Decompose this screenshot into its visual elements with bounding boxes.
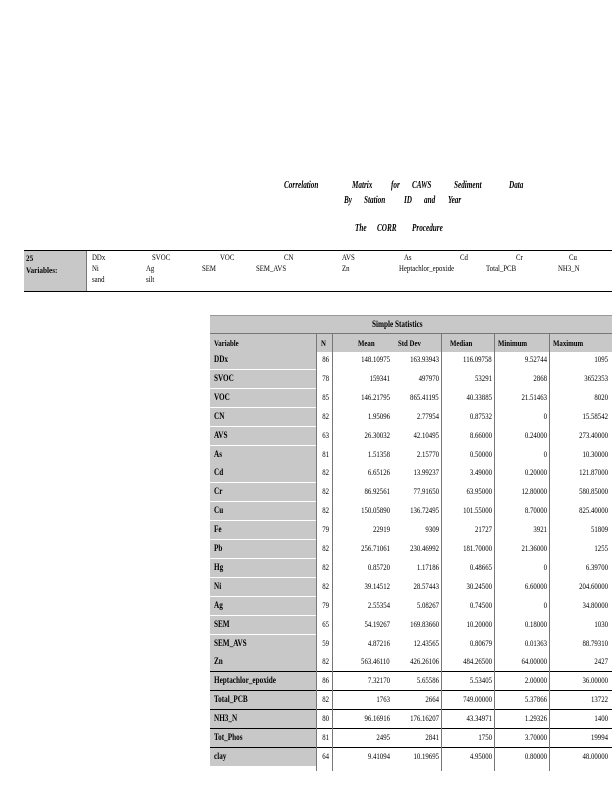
cell-stddev: 2664 xyxy=(425,695,439,705)
title-word: ID xyxy=(404,195,413,206)
row-variable: clay xyxy=(214,750,227,761)
header-maximum: Maximum xyxy=(553,338,584,348)
variable-name: Total_PCB xyxy=(486,264,517,273)
cell-n: 59 xyxy=(322,638,329,648)
cell-min: 0 xyxy=(543,411,547,421)
cell-median: 0.74500 xyxy=(469,600,492,610)
row-variable-cell xyxy=(210,464,316,482)
cell-n: 78 xyxy=(322,373,329,383)
variable-name: AVS xyxy=(342,253,355,262)
cell-mean: 159341 xyxy=(369,373,390,383)
title-word: and xyxy=(424,195,436,206)
table-row xyxy=(210,427,612,445)
cell-median: 0.50000 xyxy=(469,449,492,459)
variable-name: Heptachlor_epoxide xyxy=(399,264,455,273)
row-variable: Cu xyxy=(214,505,224,516)
cell-stddev: 28.57443 xyxy=(413,581,439,591)
row-variable-cell xyxy=(210,578,316,596)
variables-header xyxy=(24,251,87,291)
cell-stddev: 13.99237 xyxy=(413,468,439,478)
cell-min: 9.52744 xyxy=(524,355,547,364)
cell-max: 825.40000 xyxy=(579,506,608,516)
cell-max: 10.30000 xyxy=(582,449,608,459)
table-row xyxy=(210,748,612,766)
variable-name: As xyxy=(404,253,412,262)
row-variable: AVS xyxy=(214,429,228,440)
cell-max: 2427 xyxy=(594,657,608,667)
cell-mean: 2495 xyxy=(376,733,390,742)
header-variable: Variable xyxy=(214,338,239,348)
header-n: N xyxy=(321,338,326,348)
table-row xyxy=(210,672,612,690)
cell-mean: 86.92561 xyxy=(364,487,390,497)
row-variable-cell xyxy=(210,710,316,728)
cell-n: 85 xyxy=(322,392,329,402)
cell-stddev: 77.91650 xyxy=(413,487,439,497)
cell-median: 484.26500 xyxy=(463,657,492,667)
cell-max: 6.39700 xyxy=(585,562,608,572)
cell-mean: 0.85720 xyxy=(367,562,390,572)
variables-label: Variables: xyxy=(26,265,58,275)
cell-max: 48.00000 xyxy=(582,751,608,761)
cell-mean: 6.65126 xyxy=(367,468,390,478)
cell-n: 82 xyxy=(322,581,329,591)
cell-n: 82 xyxy=(322,468,329,478)
cell-mean: 54.19267 xyxy=(364,619,390,629)
table-row xyxy=(210,710,612,728)
row-variable-cell xyxy=(210,408,316,426)
cell-max: 36.00000 xyxy=(582,676,608,686)
title-word: CAWS xyxy=(412,180,432,191)
cell-stddev: 497970 xyxy=(418,373,439,383)
table-row xyxy=(210,483,612,501)
table-row xyxy=(210,408,612,426)
row-variable: Total_PCB xyxy=(214,694,248,705)
cell-mean: 148.10975 xyxy=(361,355,390,364)
title-word: Procedure xyxy=(412,223,443,234)
cell-n: 82 xyxy=(322,695,329,705)
table-row xyxy=(210,635,612,653)
cell-mean: 2.55354 xyxy=(367,600,390,610)
title-word: for xyxy=(391,180,400,191)
row-variable-cell xyxy=(210,427,316,445)
cell-max: 204.60000 xyxy=(579,581,608,591)
row-variable-cell xyxy=(210,672,316,690)
row-variable-cell xyxy=(210,540,316,558)
table-row xyxy=(210,351,612,369)
column-divider xyxy=(549,333,550,771)
cell-median: 63.95000 xyxy=(466,487,492,497)
cell-stddev: 9309 xyxy=(425,525,439,535)
row-variable: Fe xyxy=(214,524,222,535)
variable-name: silt xyxy=(146,275,155,284)
cell-max: 121.87000 xyxy=(579,468,608,478)
cell-min: 0.20000 xyxy=(524,468,547,478)
row-variable: Heptachlor_epoxide xyxy=(214,675,276,686)
cell-median: 0.48665 xyxy=(469,562,492,572)
cell-median: 181.70000 xyxy=(463,544,492,553)
column-divider xyxy=(332,333,333,771)
table-row xyxy=(210,691,612,709)
cell-min: 2868 xyxy=(533,373,547,383)
cell-mean: 96.16916 xyxy=(364,714,390,724)
cell-min: 0.80000 xyxy=(524,751,547,761)
cell-median: 8.66000 xyxy=(469,430,492,440)
cell-median: 43.34971 xyxy=(466,714,492,724)
row-variable: Cd xyxy=(214,467,224,478)
table-row xyxy=(210,653,612,671)
row-variable: Zn xyxy=(214,656,223,667)
row-variable: SEM_AVS xyxy=(214,637,247,648)
cell-n: 63 xyxy=(322,430,329,440)
cell-min: 12.80000 xyxy=(521,487,547,497)
cell-max: 19994 xyxy=(591,733,608,742)
cell-n: 82 xyxy=(322,544,329,553)
table-row xyxy=(210,446,612,464)
row-variable-cell xyxy=(210,370,316,388)
row-variable-cell xyxy=(210,748,316,766)
cell-n: 81 xyxy=(322,449,329,459)
cell-n: 80 xyxy=(322,714,329,724)
cell-min: 8.70000 xyxy=(524,506,547,516)
cell-median: 4.95000 xyxy=(469,751,492,761)
variable-name: SVOC xyxy=(152,253,171,262)
row-variable: NH3_N xyxy=(214,713,238,724)
cell-n: 86 xyxy=(322,355,329,364)
header-row xyxy=(210,333,612,352)
header-median: Median xyxy=(450,338,473,348)
cell-mean: 1.95096 xyxy=(367,411,390,421)
variable-name: Cr xyxy=(516,253,523,262)
cell-stddev: 1.17186 xyxy=(416,562,439,572)
cell-mean: 9.41094 xyxy=(367,751,390,761)
title-word: Sediment xyxy=(454,180,482,191)
variable-name: CN xyxy=(284,253,294,262)
cell-median: 3.49000 xyxy=(469,468,492,478)
cell-mean: 563.46110 xyxy=(361,657,390,667)
cell-median: 0.87532 xyxy=(469,411,492,421)
cell-mean: 150.05890 xyxy=(361,506,390,516)
row-variable: SVOC xyxy=(214,372,234,383)
row-variable-cell xyxy=(210,502,316,520)
row-variable-cell xyxy=(210,351,316,369)
cell-n: 79 xyxy=(322,600,329,610)
table-row xyxy=(210,389,612,407)
variable-name: Zn xyxy=(342,264,350,273)
cell-median: 10.20000 xyxy=(466,619,492,629)
cell-stddev: 42.10495 xyxy=(413,430,439,440)
table-row xyxy=(210,370,612,388)
cell-median: 116.09758 xyxy=(463,355,492,364)
cell-stddev: 230.46992 xyxy=(410,544,439,553)
cell-max: 1095 xyxy=(594,355,608,364)
table-row xyxy=(210,616,612,634)
variable-name: SEM_AVS xyxy=(256,264,287,273)
cell-stddev: 865.41195 xyxy=(410,392,439,402)
cell-n: 82 xyxy=(322,411,329,421)
cell-min: 0 xyxy=(543,600,547,610)
cell-median: 53291 xyxy=(475,373,492,383)
cell-min: 5.37866 xyxy=(524,695,547,705)
variable-name: DDx xyxy=(92,253,106,262)
cell-max: 580.85000 xyxy=(579,487,608,497)
cell-n: 82 xyxy=(322,657,329,667)
variable-name: Cu xyxy=(569,253,577,262)
variables-box xyxy=(24,250,612,292)
statistics-title: Simple Statistics xyxy=(372,319,423,329)
row-variable-cell xyxy=(210,521,316,539)
variable-name: Ag xyxy=(146,264,155,273)
row-variable-cell xyxy=(210,389,316,407)
column-divider xyxy=(494,333,495,771)
row-variable-cell xyxy=(210,446,316,464)
row-variable: DDx xyxy=(214,354,228,364)
table-row xyxy=(210,521,612,539)
cell-mean: 1763 xyxy=(376,695,390,705)
cell-n: 81 xyxy=(322,733,329,742)
row-variable: Tot_Phos xyxy=(214,732,243,742)
cell-stddev: 2.77954 xyxy=(416,411,439,421)
header-minimum: Minimum xyxy=(498,338,528,348)
row-variable-cell xyxy=(210,483,316,501)
cell-mean: 7.32170 xyxy=(367,676,390,686)
cell-max: 1030 xyxy=(594,619,608,629)
cell-median: 101.55000 xyxy=(463,506,492,516)
cell-mean: 22919 xyxy=(373,525,390,535)
variables-count: 25 xyxy=(26,253,34,263)
row-variable-cell xyxy=(210,616,316,634)
variable-name: NH3_N xyxy=(558,264,580,273)
table-row xyxy=(210,540,612,558)
cell-stddev: 169.83660 xyxy=(410,619,439,629)
row-variable: SEM xyxy=(214,618,230,629)
row-variable-cell xyxy=(210,635,316,653)
table-row xyxy=(210,464,612,482)
variable-name: Ni xyxy=(92,264,99,273)
cell-max: 273.40000 xyxy=(579,430,608,440)
column-divider xyxy=(441,333,442,771)
cell-mean: 256.71061 xyxy=(361,544,390,553)
cell-max: 34.80000 xyxy=(582,600,608,610)
cell-median: 40.33885 xyxy=(466,392,492,402)
cell-min: 0.01363 xyxy=(524,638,547,648)
statistics-title-bar xyxy=(210,315,612,334)
cell-stddev: 136.72495 xyxy=(410,506,439,516)
variable-name: VOC xyxy=(220,253,235,262)
cell-max: 15.58542 xyxy=(582,411,608,421)
row-variable: Cr xyxy=(214,486,223,497)
table-row xyxy=(210,559,612,577)
variable-name: sand xyxy=(92,275,105,284)
cell-n: 86 xyxy=(322,676,329,686)
row-variable-cell xyxy=(210,653,316,671)
cell-stddev: 163.93943 xyxy=(410,355,439,364)
title-word: Year xyxy=(448,195,462,206)
cell-median: 0.80679 xyxy=(469,638,492,648)
variable-name: Cd xyxy=(460,253,468,262)
cell-min: 3.70000 xyxy=(524,733,547,742)
title-word: By xyxy=(344,195,352,206)
column-divider xyxy=(316,333,317,771)
simple-statistics-table xyxy=(210,315,612,771)
cell-max: 88.79310 xyxy=(582,638,608,648)
cell-min: 0.24000 xyxy=(524,430,547,440)
row-variable: Ag xyxy=(214,599,223,610)
table-row xyxy=(210,502,612,520)
row-variable-cell xyxy=(210,691,316,709)
table-row xyxy=(210,597,612,615)
title-word: Station xyxy=(364,195,386,206)
cell-stddev: 2.15770 xyxy=(416,449,439,459)
title-word: The xyxy=(355,223,367,234)
cell-min: 0 xyxy=(543,449,547,459)
cell-n: 82 xyxy=(322,562,329,572)
cell-min: 3921 xyxy=(533,525,547,535)
title-word: Correlation xyxy=(284,180,319,191)
cell-min: 21.36000 xyxy=(521,544,547,553)
cell-median: 5.53405 xyxy=(469,676,492,686)
row-variable: CN xyxy=(214,410,225,421)
cell-min: 2.00000 xyxy=(524,676,547,686)
cell-max: 1255 xyxy=(594,544,608,553)
table-row xyxy=(210,729,612,747)
title-word: CORR xyxy=(377,223,397,234)
cell-max: 1400 xyxy=(594,714,608,724)
cell-n: 64 xyxy=(322,751,329,761)
cell-stddev: 5.08267 xyxy=(416,600,439,610)
row-variable: Pb xyxy=(214,543,223,553)
cell-median: 21727 xyxy=(475,525,492,535)
cell-stddev: 5.65586 xyxy=(416,676,439,686)
cell-median: 749.00000 xyxy=(463,695,492,705)
cell-min: 6.60000 xyxy=(524,581,547,591)
cell-max: 51809 xyxy=(591,525,608,535)
header-mean: Mean xyxy=(358,338,375,348)
row-variable: Hg xyxy=(214,561,224,572)
cell-n: 65 xyxy=(322,619,329,629)
cell-n: 79 xyxy=(322,525,329,535)
cell-stddev: 2841 xyxy=(425,733,439,742)
cell-mean: 1.51358 xyxy=(367,449,390,459)
cell-mean: 146.21795 xyxy=(361,392,390,402)
cell-min: 21.51463 xyxy=(521,392,547,402)
cell-max: 3652353 xyxy=(584,373,608,383)
cell-median: 1750 xyxy=(478,733,492,742)
cell-n: 82 xyxy=(322,506,329,516)
row-variable-cell xyxy=(210,559,316,577)
row-variable: VOC xyxy=(214,391,230,402)
row-variable: Ni xyxy=(214,580,222,591)
cell-mean: 26.30032 xyxy=(364,430,390,440)
row-variable-cell xyxy=(210,597,316,615)
cell-min: 64.00000 xyxy=(521,657,547,667)
table-row xyxy=(210,578,612,596)
cell-median: 30.24500 xyxy=(466,581,492,591)
cell-stddev: 10.19695 xyxy=(413,751,439,761)
cell-stddev: 12.43565 xyxy=(413,638,439,648)
cell-min: 0.18000 xyxy=(524,619,547,629)
cell-stddev: 426.26106 xyxy=(410,657,439,667)
cell-min: 0 xyxy=(543,562,547,572)
cell-mean: 4.87216 xyxy=(367,638,390,648)
variable-name: SEM xyxy=(202,264,216,273)
cell-n: 82 xyxy=(322,487,329,497)
cell-max: 13722 xyxy=(591,695,608,705)
cell-mean: 39.14512 xyxy=(364,581,390,591)
title-word: Data xyxy=(509,180,524,191)
header-std-dev: Std Dev xyxy=(398,338,421,348)
row-variable-cell xyxy=(210,729,316,747)
cell-stddev: 176.16207 xyxy=(410,714,439,724)
row-variable: As xyxy=(214,448,223,459)
title-word: Matrix xyxy=(352,180,373,191)
cell-max: 8020 xyxy=(594,392,608,402)
cell-min: 1.29326 xyxy=(524,714,547,724)
